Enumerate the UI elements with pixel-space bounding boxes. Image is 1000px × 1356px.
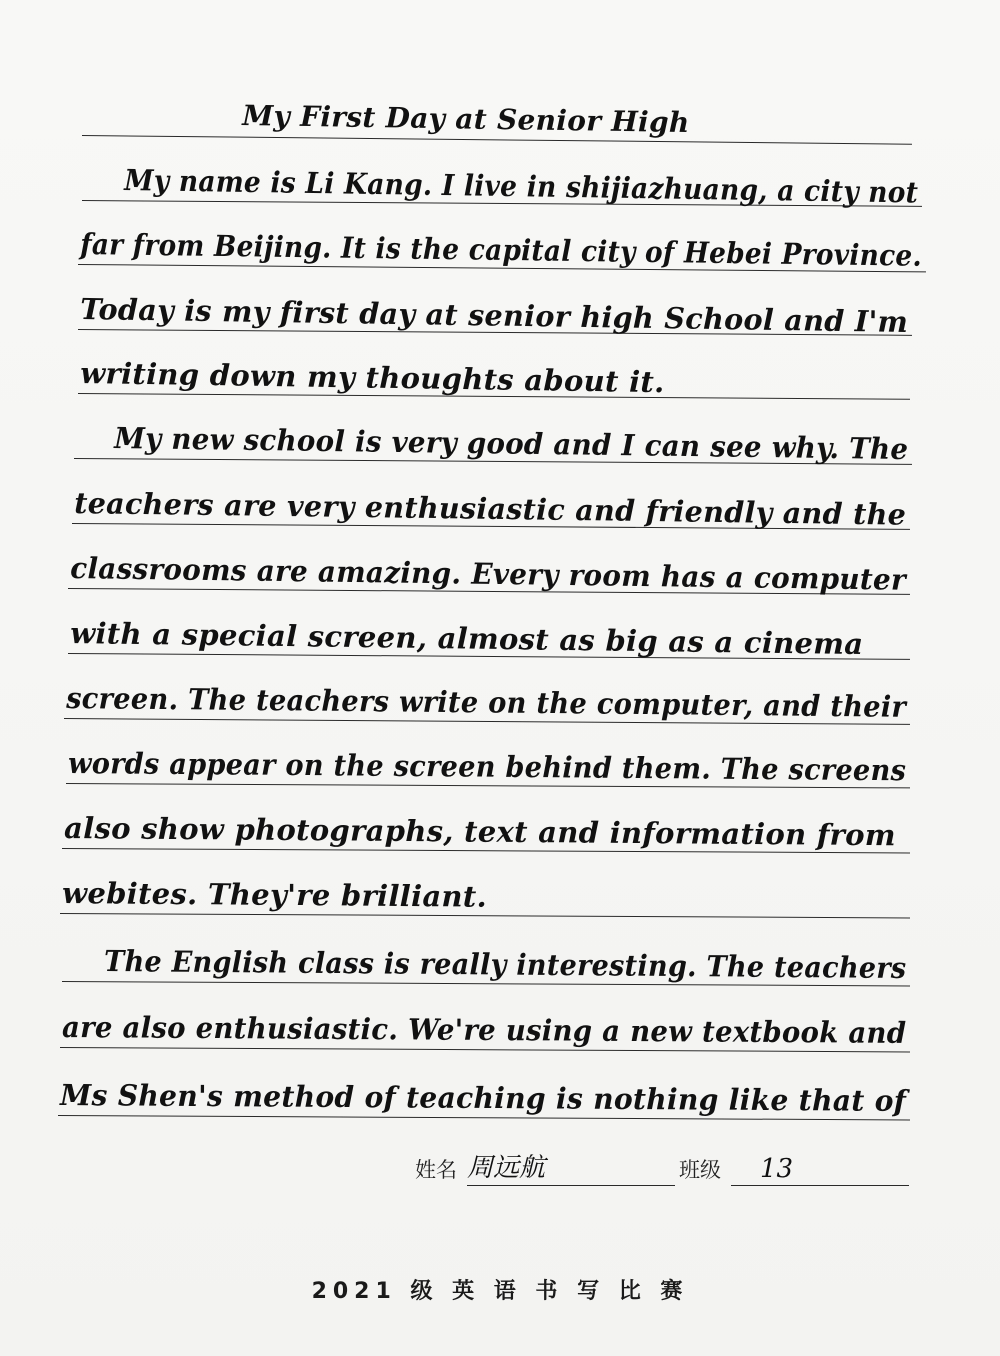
essay-line — [78, 209, 926, 273]
essay-line — [82, 145, 922, 210]
essay-line-text: writing down my thoughts about it. — [80, 356, 665, 400]
class-value: 13 — [760, 1154, 794, 1184]
essay-line — [74, 403, 912, 467]
student-info — [415, 1150, 910, 1190]
essay-line — [60, 858, 910, 918]
essay-line-text: Ms Shen's method of teaching is nothing like that of — [60, 1078, 907, 1118]
essay-line-text: with a special screen, almost as big as a cinema — [70, 616, 864, 662]
essay-line — [66, 728, 910, 788]
essay-line-text: The English class is really interesting. The teachers — [104, 944, 907, 986]
contest-title: 2021 级 英 语 书 写 比 赛 — [311, 1279, 689, 1304]
essay-line — [78, 274, 912, 340]
essay-line — [62, 926, 910, 986]
name-value: 周远航 — [467, 1153, 546, 1183]
name-rule — [467, 1185, 675, 1186]
essay-line-text: webites. They're brilliant. — [62, 876, 488, 914]
essay-line-text: teachers are very enthusiastic and friendly and the — [74, 486, 907, 532]
essay-line — [58, 1060, 910, 1120]
essay-line-text: screen. The teachers write on the computer, and their — [66, 681, 907, 724]
essay-line — [60, 992, 910, 1052]
essay-line — [62, 793, 910, 853]
class-label: 班级 — [679, 1158, 721, 1182]
essay-line — [78, 338, 910, 398]
essay-line-text: Today is my first day at senior high School and I'm — [80, 292, 909, 340]
class-rule — [731, 1185, 909, 1186]
essay-title-line — [82, 80, 912, 140]
essay-line — [72, 468, 910, 532]
essay-line — [68, 598, 910, 662]
essay-line — [64, 663, 910, 723]
essay-line-text: My new school is very good and I can see why. The — [114, 421, 909, 467]
essay-line-text: also show photographs, text and information from — [64, 811, 896, 853]
essay-line — [68, 533, 910, 597]
name-label: 姓名 — [415, 1158, 457, 1182]
essay-line-text: are also enthusiastic. We're using a new textbook and — [62, 1010, 907, 1050]
essay-line-text: classrooms are amazing. Every room has a computer — [70, 551, 907, 597]
essay-line-text: far from Beijing. It is the capital city of Hebei Province. — [80, 227, 923, 273]
essay-title: My First Day at Senior High — [242, 99, 690, 140]
essay-line-text: My name is Li Kang. I live in shijiazhuang, a city not — [124, 163, 919, 210]
essay-line-text: words appear on the screen behind them. The screens — [68, 746, 907, 788]
